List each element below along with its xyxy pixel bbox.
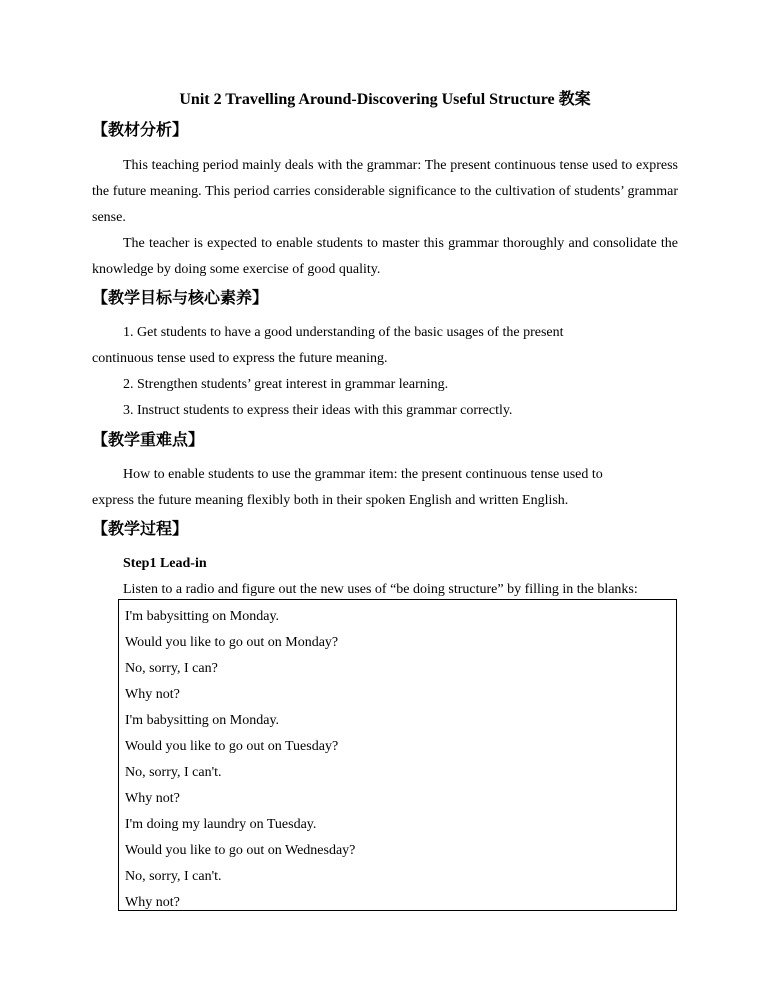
analysis-paragraph-1: This teaching period mainly deals with the grammar: The present continuous tense used to express the future meaning. This period carries considerable significance to the cultivation of students’ grammar sense. (92, 158, 678, 225)
step1-title: Step1 Lead-in (123, 556, 207, 571)
difficulty-line-1: How to enable students to use the grammar item: the present continuous tense used to (123, 467, 603, 482)
step1-instruction: Listen to a radio and figure out the new uses of “be doing structure” by filling in the blanks: (123, 582, 638, 597)
heading-objectives: 【教学目标与核心素养】 (92, 288, 269, 307)
heading-key-difficulties: 【教学重难点】 (92, 430, 205, 449)
objective-2: 2. Strengthen students’ great interest in grammar learning. (123, 377, 449, 392)
heading-textbook-analysis: 【教材分析】 (92, 120, 189, 139)
dialogue-line: Would you like to go out on Wednesday? (125, 843, 356, 858)
difficulty-line-2: express the future meaning flexibly both in their spoken English and written English. (92, 493, 569, 508)
heading-teaching-process: 【教学过程】 (92, 519, 189, 538)
dialogue-line: I'm babysitting on Monday. (125, 713, 280, 728)
objective-1-line-1: 1. Get students to have a good understanding of the basic usages of the present (123, 325, 564, 340)
dialogue-line: No, sorry, I can't. (125, 765, 222, 780)
dialogue-line: I'm babysitting on Monday. (125, 609, 280, 624)
analysis-paragraph-2: The teacher is expected to enable students to master this grammar thoroughly and consolidate the knowledge by doing some exercise of good quality. (92, 236, 678, 277)
objective-3: 3. Instruct students to express their ideas with this grammar correctly. (123, 403, 513, 418)
dialogue-line: Why not? (125, 791, 180, 806)
dialogue-line: I'm doing my laundry on Tuesday. (125, 817, 317, 832)
dialogue-line: Would you like to go out on Tuesday? (125, 739, 339, 754)
document-title: Unit 2 Travelling Around-Discovering Useful Structure 教案 (179, 91, 591, 108)
dialogue-line: Would you like to go out on Monday? (125, 635, 339, 650)
dialogue-line: Why not? (125, 687, 180, 702)
dialogue-line: Why not? (125, 895, 180, 910)
objective-1-line-2: continuous tense used to express the future meaning. (92, 351, 388, 366)
dialogue-line: No, sorry, I can't. (125, 869, 222, 884)
dialogue-box (118, 599, 677, 911)
dialogue-line: No, sorry, I can? (125, 661, 218, 676)
